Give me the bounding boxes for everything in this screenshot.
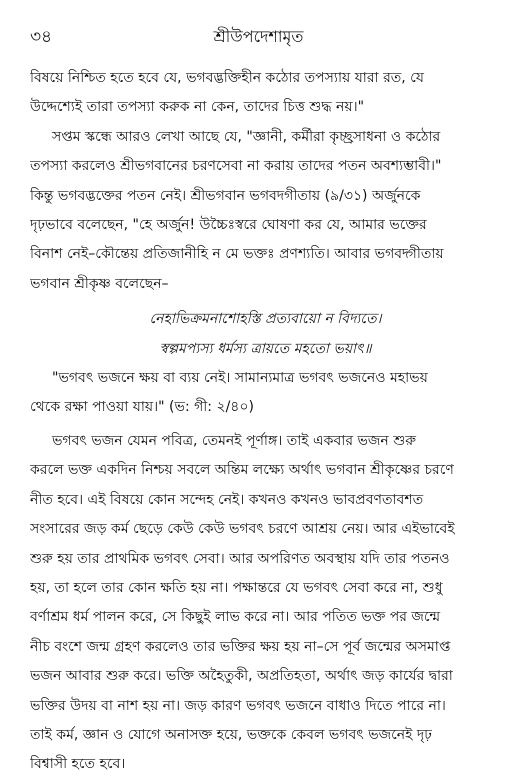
text-line: ভগবৎ ভজন যেমন পবিত্র, তেমনই পূর্ণাঙ্গ। তাই একবার ভজন শুরু — [52, 432, 417, 449]
verse-line: নেহাভিক্রমনাশোহস্তি প্রত্যবায়ো ন বিদ্যতে। — [149, 311, 382, 328]
page-body — [30, 64, 501, 780]
verse-line: স্বল্পমপ্যস্য ধর্মস্য ত্রায়তে মহতো ভয়াৎ॥ — [159, 340, 372, 357]
page-header — [0, 20, 517, 50]
text-line: উদ্দেশ্যেই তারা তপস্যা করুক না কেন, তাদের চিত্ত শুদ্ধ নয়।" — [30, 99, 365, 116]
running-title: শ্রীউপদেশামৃত — [213, 27, 304, 46]
text-line: তাই কর্ম, জ্ঞান ও যোগে অনাসক্ত হয়ে, ভক্তকে কেবল ভগবৎ ভজনেই দৃঢ় — [30, 726, 432, 743]
text-line: ভগবান শ্রীকৃষ্ণ বলেছেন– — [30, 275, 169, 292]
text-line: সপ্তম স্কন্ধে আরও লেখা আছে যে, "জ্ঞানী, কর্মীরা কৃচ্ছ্রসাধনা ও কঠোর — [52, 128, 441, 145]
text-line: ভক্তির উদয় বা নাশ হয় না। জড় কারণ ভগবৎ ভজনে বাধাও দিতে পারে না। — [30, 697, 446, 714]
text-line: নীচ বংশে জন্ম গ্রহণ করলেও তার ভক্তির ক্ষয় হয় না–সে পূর্ব জন্মের অসমাপ্ত — [30, 638, 451, 655]
text-line: বিষয়ে নিশ্চিত হতে হবে যে, ভগবদ্ভক্তিহীন কঠোর তপস্যায় যারা রত, যে — [30, 70, 424, 86]
quote-line: "ভগবৎ ভজনে ক্ষয় বা ব্যয় নেই। সামান্যমাত্র ভগবৎ ভজনেও মহাভয় — [52, 370, 428, 387]
text-line: বিনাশ নেই–কৌন্তেয় প্রতিজানীহি ন মে ভক্তঃ প্রণশ্যতি। আবার ভগবদ্গীতায় — [30, 246, 444, 263]
text-line: শুরু হয় তার প্রাথমিক ভগবৎ সেবা। আর অপরিণত অবস্থায় যদি তার পতনও — [30, 550, 450, 567]
page-number: ৩৪ — [30, 27, 53, 47]
text-line: নীত হবে। এই বিষয়ে কোন সন্দেহ নেই। কখনও কখনও ভাবপ্রবণতাবশত — [30, 491, 424, 508]
text-line: তপস্যা করলেও শ্রীভগবানের চরণসেবা না করায় তাদের পতন অবশ্যম্ভাবী।" — [30, 158, 442, 175]
text-line: বর্ণাশ্রম ধর্ম পালন করে, সে কিছুই লাভ করে না। আর পতিত ভক্ত পর জন্মে — [30, 609, 441, 626]
quote-line: থেকে রক্ষা পাওয়া যায়।" (ভ: গী: ২/৪০) — [30, 399, 254, 416]
text-line: করলে ভক্ত একদিন নিশ্চয় সবলে অন্তিম লক্ষ্যে অর্থাৎ ভগবান শ্রীকৃষ্ণের চরণে — [30, 462, 454, 479]
text-line: সংসারের জড় কর্ম ছেড়ে কেউ কেউ ভগবৎ চরণে আশ্রয় নেয়। আর এইভাবেই — [30, 521, 455, 538]
text-line: ভজন আবার শুরু করে। ভক্তি অহৈতুকী, অপ্রতিহতা, অর্থাৎ জড় কার্যের দ্বারা — [30, 668, 453, 685]
text-line: হয়, তা হলে তার কোন ক্ষতি হয় না। পক্ষান্তরে যে ভগবৎ সেবা করে না, শুধু — [30, 579, 443, 596]
text-line: কিন্তু ভগবদ্ভক্তের পতন নেই। শ্রীভগবান ভগবদগীতায় (৯/৩১) অর্জুনকে — [30, 187, 421, 204]
text-line: দৃঢ়ভাবে বলেছেন, "হে অর্জুন! উচ্চৈঃস্বরে ঘোষণা কর যে, আমার ভক্তের — [30, 217, 427, 234]
text-line: বিশ্বাসী হতে হবে। — [30, 756, 126, 773]
